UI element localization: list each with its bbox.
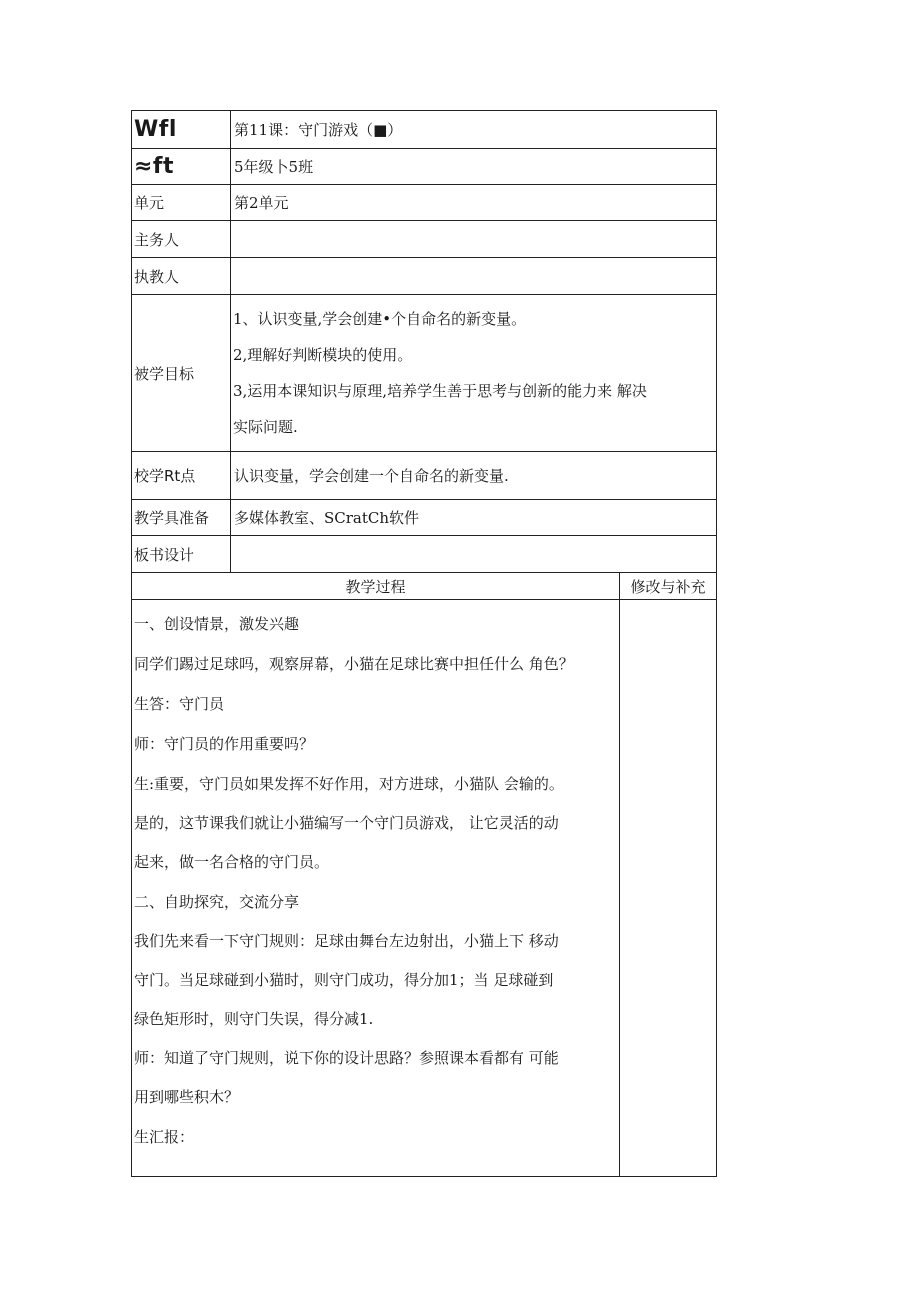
revision-header: 修改与补充 [620, 573, 717, 600]
teacher-label: 执教人 [132, 258, 231, 295]
board-label: 板书设计 [132, 536, 231, 573]
goals-label: 被学目标 [132, 295, 231, 452]
revision-column [620, 600, 717, 1177]
class-row [132, 149, 717, 185]
class-label: ≈ft [132, 149, 231, 185]
process-line: 生:重要，守门员如果发挥不好作用，对方进球，小猫队 会输的。 [134, 775, 564, 793]
preparer-value [231, 221, 717, 258]
process-line: 二、自助探究，交流分享 [134, 893, 300, 911]
process-line: 生汇报： [134, 1128, 195, 1146]
process-line: 生答：守门员 [134, 695, 225, 713]
lesson-plan-document [131, 110, 717, 1177]
process-line: 守门。当足球碰到小猫时，则守门成功，得分加1；当 足球碰到 [134, 971, 554, 989]
goal-item: 实际问题. [233, 418, 298, 436]
goal-item: 1、认识变量,学会创建•个自命名的新变量。 [233, 310, 527, 328]
process-header-row [132, 573, 717, 600]
process-body-row [132, 600, 717, 1177]
process-line: 绿色矩形时，则守门失误，得分减1. [134, 1010, 374, 1028]
board-value [231, 536, 717, 573]
process-line: 师：知道了守门规则，说下你的设计思路？参照课本看都有 可能 [134, 1049, 559, 1067]
process-line: 师：守门员的作用重要吗？ [134, 735, 315, 753]
process-line: 用到哪些积木？ [134, 1088, 240, 1106]
lesson-title: 第11课：守门游戏（■） [231, 111, 717, 149]
key-points-row [132, 452, 717, 500]
lesson-label: Wfl [132, 111, 231, 149]
lesson-title-row [132, 111, 717, 149]
process-header: 教学过程 [132, 573, 620, 600]
process-line: 起来，做一名合格的守门员。 [134, 853, 330, 871]
process-line: 同学们踢过足球吗，观察屏幕，小猫在足球比赛中担任什么 角色？ [134, 655, 574, 673]
tools-label: 教学具准备 [132, 500, 231, 536]
key-points-value: 认识变量，学会创建一个自命名的新变量. [231, 452, 717, 500]
key-points-label: 校学Rt点 [132, 452, 231, 500]
goal-item: 3,运用本课知识与原理,培养学生善于思考与创新的能力来 解决 [233, 382, 647, 400]
unit-value: 第2单元 [231, 185, 717, 221]
teacher-value [231, 258, 717, 295]
tools-value: 多媒体教室、SCratCh软件 [231, 500, 717, 536]
goals-row [132, 295, 717, 452]
process-line: 是的，这节课我们就让小猫编写一个守门员游戏， 让它灵活的动 [134, 814, 559, 832]
process-line: 一、创设情景，激发兴趣 [134, 615, 300, 633]
tools-row [132, 500, 717, 536]
process-content [132, 600, 620, 1177]
preparer-row [132, 221, 717, 258]
process-table [131, 572, 717, 1177]
goal-item: 2,理解好判断模块的使用。 [233, 346, 413, 364]
board-row [132, 536, 717, 573]
lesson-info-table [131, 110, 717, 573]
goals-content [231, 295, 717, 452]
process-line: 我们先来看一下守门规则：足球由舞台左边射出，小猫上下 移动 [134, 932, 559, 950]
unit-label: 单元 [132, 185, 231, 221]
teacher-row [132, 258, 717, 295]
class-value: 5年级卜5班 [231, 149, 717, 185]
unit-row [132, 185, 717, 221]
preparer-label: 主务人 [132, 221, 231, 258]
